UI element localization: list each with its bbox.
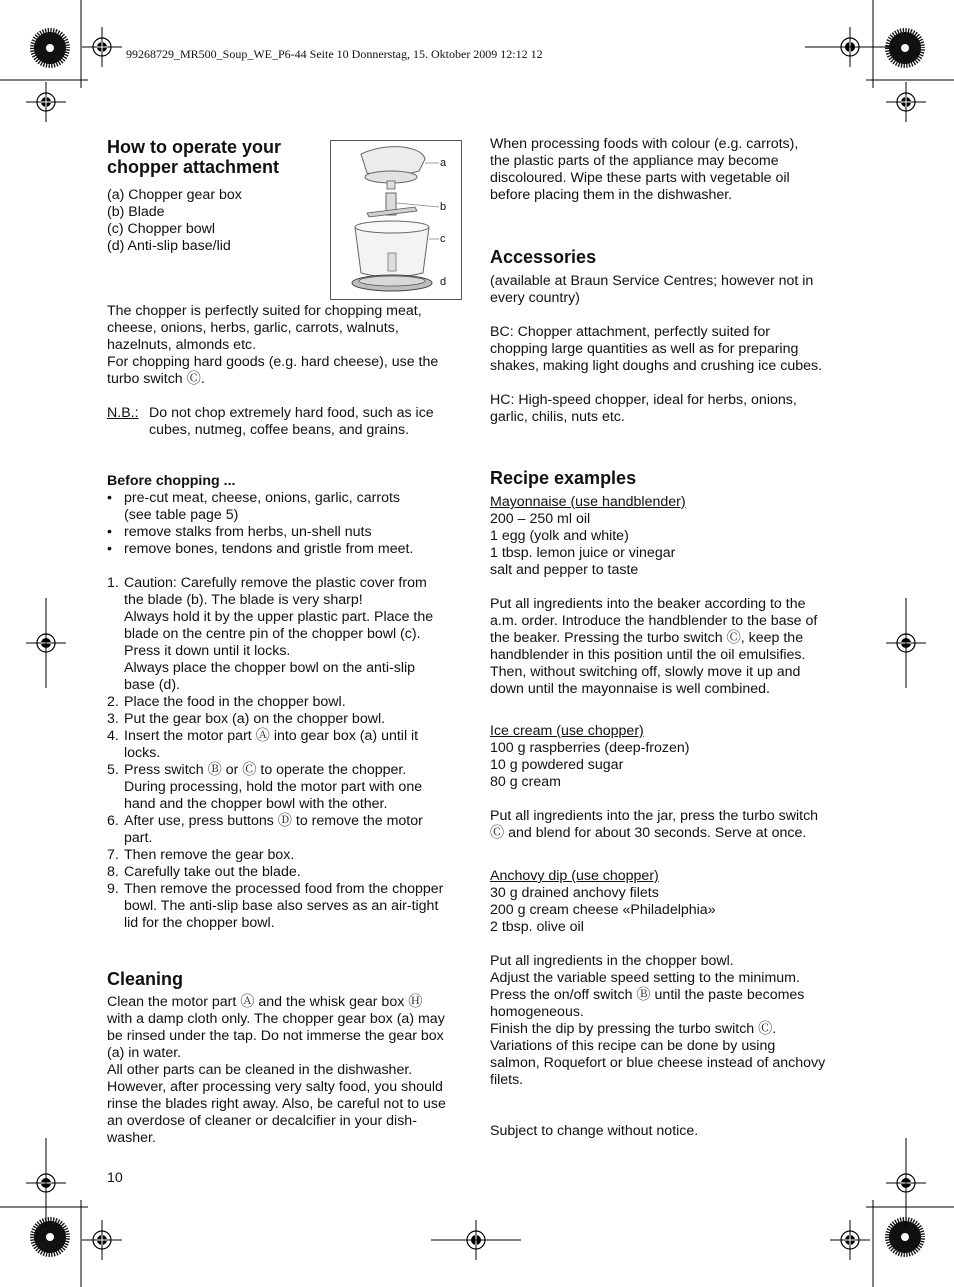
accessories-availability: (available at Braun Service Centres; however not in every country) [490,273,814,306]
recipe-mayonnaise: Mayonnaise (use handblender) 200 – 250 ml oil 1 egg (yolk and white) 1 tbsp. lemon juice or vinegar salt and pepper to taste Put all ingredients into the beaker according to the a.m. order. Introduce the handblender to the base of the beaker. Pressing the turbo switch Ⓒ, keep the handblender in this position until the oil emulsifies. Then, without switching off, slowly move it up and down until the mayonnaise is well combined. [490,494,850,698]
parts-list [107,187,332,255]
list-item: • remove bones, tendons and gristle from meet. [107,541,467,558]
part-item: (a) Chopper gear box [107,187,242,203]
step-item: 6. After use, press buttons Ⓓ to remove the motor part. [107,813,423,846]
figure-label-d: d [440,276,447,288]
figure-label-a: a [440,157,447,169]
accessory-hc: HC: High-speed chopper, ideal for herbs, onions, garlic, chilis, nuts etc. [490,392,797,425]
chopper-intro: The chopper is perfectly suited for chopping meat, cheese, onions, herbs, garlic, carrots, walnuts, hazelnuts, almonds etc. For chopping hard goods (e.g. hard cheese), use the turbo switch Ⓒ. [107,303,439,387]
chopper-heading: How to operate your chopper attachment [107,137,282,177]
part-item: (d) Anti-slip base/lid [107,238,231,254]
step-item: 7. Then remove the gear box. [107,847,295,863]
cleaning-heading: Cleaning [107,969,184,989]
chopper-section-header [107,137,332,255]
page-number: 10 [107,1170,123,1186]
step-item: 2. Place the food in the chopper bowl. [107,694,346,710]
accessories-section [490,247,850,426]
step-item: 1. Caution: Carefully remove the plastic cover from the blade (b). The blade is very sharp! Always hold it by the upper plastic part. Place the blade on the centre pin of the chopper bowl (c). Press it down until it locks. Always place the chopper bowl on the anti-slip base (d). [107,575,434,693]
before-list [107,490,467,558]
cleaning-section [107,969,467,1147]
steps [107,575,467,932]
recipes-section [490,468,850,698]
step-item: 3. Put the gear box (a) on the chopper bowl. [107,711,386,727]
step-item: 9. Then remove the processed food from the chopper bowl. The anti-slip base also serves as an air-tight lid for the chopper bowl. [107,881,444,931]
step-item: 5. Press switch Ⓑ or Ⓒ to operate the chopper. During processing, hold the motor part with one hand and the chopper bowl with the other. [107,762,423,812]
recipe-title: Anchovy dip (use chopper) [490,868,659,884]
list-item: • remove stalks from herbs, un-shell nuts [107,524,467,541]
step-item: 4. Insert the motor part Ⓐ into gear box (a) until it locks. [107,728,419,761]
figure-label-c: c [440,233,446,245]
recipe-title: Mayonnaise (use handblender) [490,494,686,510]
nb-note [107,405,467,439]
before-heading: Before chopping ... [107,473,236,489]
part-item: (c) Chopper bowl [107,221,216,237]
print-slug: 99268729_MR500_Soup_WE_P6-44 Seite 10 Donnerstag, 15. Oktober 2009 12:12 12 [126,47,543,61]
nb-text: Do not chop extremely hard food, such as ice cubes, nutmeg, coffee beans, and grains. [149,405,434,438]
recipe-ice-cream: Ice cream (use chopper) 100 g raspberries (deep-frozen) 10 g powdered sugar 80 g cream Put all ingredients into the jar, press the turbo switch Ⓒ and blend for about 30 seconds. Serve at once. [490,723,850,842]
chopper-figure [330,140,462,300]
accessories-heading: Accessories [490,247,597,267]
cleaning-text: Clean the motor part Ⓐ and the whisk gear box Ⓗ with a damp cloth only. The chopper gear box (a) may be rinsed under the tap. Do not immerse the gear box (a) in water. All other parts can be cleaned in the dishwasher. However, after processing very salty food, you should rinse the blades right away. Also, be careful not to use an overdose of cleaner or decalcifier in your dish- washer. [107,994,446,1146]
step-item: 8. Carefully take out the blade. [107,864,301,880]
accessory-bc: BC: Chopper attachment, perfectly suited for chopping large quantities as well as for preparing shakes, making light doughs and crushing ice cubes. [490,324,823,374]
recipe-title: Ice cream (use chopper) [490,723,644,739]
recipes-heading: Recipe examples [490,468,637,488]
figure-label-b: b [440,201,447,213]
nb-label: N.B.: [107,405,139,421]
footer-note: Subject to change without notice. [490,1123,699,1139]
colour-note: When processing foods with colour (e.g. carrots), the plastic parts of the appliance may become discoloured. Wipe these parts with vegetable oil before placing them in the dishwasher. [490,136,799,203]
list-item: • pre-cut meat, cheese, onions, garlic, carrots (see table page 5) [107,490,467,524]
recipe-anchovy-dip: Anchovy dip (use chopper) 30 g drained anchovy filets 200 g cream cheese «Philadelphia» 2 tbsp. olive oil Put all ingredients in the chopper bowl. Adjust the variable speed setting to the minimum. Press the on/off switch Ⓑ until the paste becomes homogeneous. Finish the dip by pressing the turbo switch Ⓒ. Variations of this recipe can be done by using salmon, Roquefort or blue cheese instead of anchovy filets. [490,868,850,1089]
part-item: (b) Blade [107,204,165,220]
before-chopping [107,473,467,558]
